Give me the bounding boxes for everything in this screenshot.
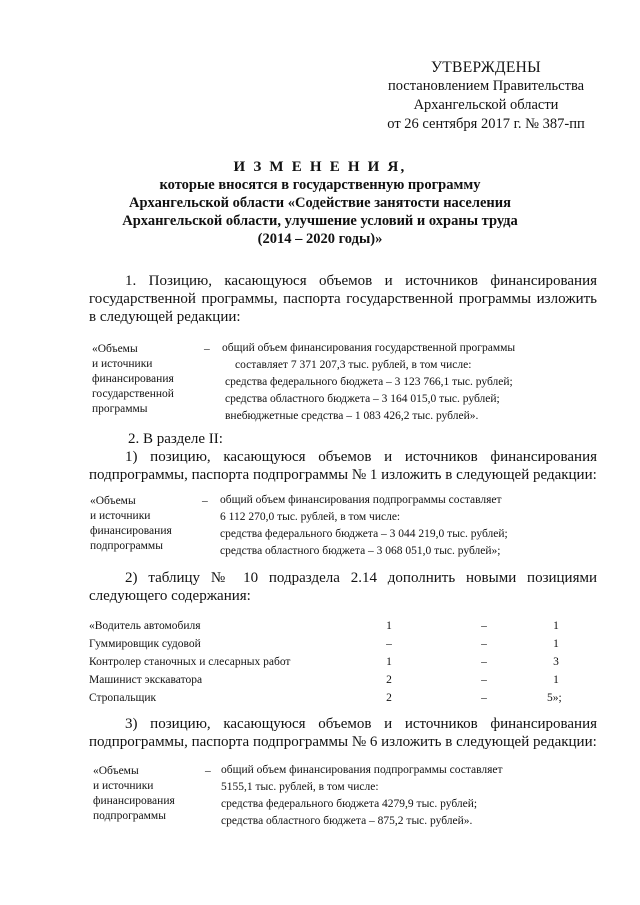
section-1-block-text <box>222 340 602 425</box>
approval-line-1: постановлением Правительства <box>387 78 585 94</box>
table-cell-name: Контролер станочных и слесарных работ <box>89 656 291 668</box>
label-line: «Объемы <box>92 343 138 355</box>
label-line: «Объемы <box>93 765 139 777</box>
block-line: средства областного бюджета – 875,2 тыс. рублей». <box>221 815 473 827</box>
table-cell: – <box>481 674 487 686</box>
table-cell: – <box>481 638 487 650</box>
section-1-text: 1. Позицию, касающуюся объемов и источников финансирования государственной программы, паспорта государственной программы изложить в следующей редакции: <box>89 273 597 325</box>
table-cell: 1 <box>386 620 392 632</box>
section-2-title: 2. В разделе II: <box>128 431 223 447</box>
table-cell: – <box>481 692 487 704</box>
label-line: государственной <box>92 388 174 400</box>
table-cell: 1 <box>553 638 559 650</box>
label-line: и источники <box>93 780 154 792</box>
table-cell: 1 <box>386 656 392 668</box>
table-cell: 3 <box>553 656 559 668</box>
table-cell-name: Машинист экскаватора <box>89 674 203 686</box>
block-line: составляет 7 371 207,3 тыс. рублей, в том числе: <box>235 359 472 371</box>
heading-line-3: Архангельской области, улучшение условий и охраны труда <box>122 213 518 229</box>
table-cell: 1 <box>553 620 559 632</box>
table-cell: 1 <box>553 674 559 686</box>
heading-line-1: которые вносятся в государственную программу <box>159 177 481 193</box>
table-row <box>89 638 599 654</box>
block-line: средства областного бюджета – 3 164 015,0 тыс. рублей; <box>225 393 500 405</box>
table-cell: – <box>481 620 487 632</box>
table-cell: 2 <box>386 674 392 686</box>
block-line: средства областного бюджета – 3 068 051,0 тыс. рублей»; <box>220 545 501 557</box>
block-line: общий объем финансирования подпрограммы составляет <box>221 764 503 776</box>
section-2-item-1: 1) позицию, касающуюся объемов и источников финансирования подпрограммы, паспорта подпрограммы № 1 изложить в следующей редакции: <box>89 449 597 483</box>
section-2-item-3: 3) позицию, касающуюся объемов и источников финансирования подпрограммы, паспорта подпрограммы № 6 изложить в следующей редакции: <box>89 716 597 750</box>
heading-line-4: (2014 – 2020 годы)» <box>257 231 383 247</box>
label-line: финансирования <box>90 525 172 537</box>
section-1-block-label <box>92 342 202 417</box>
approval-block <box>370 58 602 134</box>
section-2-block-3-dash: – <box>205 765 211 777</box>
section-2-block-3-text <box>221 762 601 830</box>
table-row <box>89 620 599 636</box>
block-line: 6 112 270,0 тыс. рублей, в том числе: <box>220 511 401 523</box>
document-heading <box>90 158 550 248</box>
block-line: общий объем финансирования государственной программы <box>222 342 516 354</box>
heading-line-2: Архангельской области «Содействие занятости населения <box>129 195 511 211</box>
label-line: финансирования <box>92 373 174 385</box>
table-row <box>89 692 599 708</box>
table-cell: 2 <box>386 692 392 704</box>
table-cell-name: Стропальщик <box>89 692 157 704</box>
table-cell-name: «Водитель автомобиля <box>89 620 201 632</box>
table-cell: 5»; <box>547 692 562 704</box>
section-2-block-1-text <box>220 492 600 560</box>
approval-line-3: от 26 сентября 2017 г. № 387-пп <box>387 116 585 132</box>
table-cell: – <box>481 656 487 668</box>
approval-line-2: Архангельской области <box>413 97 559 113</box>
section-2-block-1-dash: – <box>202 495 208 507</box>
block-line: 5155,1 тыс. рублей, в том числе: <box>221 781 379 793</box>
block-line: внебюджетные средства – 1 083 426,2 тыс. рублей». <box>225 410 479 422</box>
section-1-block-dash: – <box>204 343 210 355</box>
block-line: общий объем финансирования подпрограммы составляет <box>220 494 502 506</box>
block-line: средства федерального бюджета 4279,9 тыс. рублей; <box>221 798 478 810</box>
label-line: подпрограммы <box>93 810 166 822</box>
table-cell: – <box>386 638 392 650</box>
table-row <box>89 656 599 672</box>
block-line: средства федерального бюджета – 3 044 219,0 тыс. рублей; <box>220 528 508 540</box>
label-line: подпрограммы <box>90 540 163 552</box>
heading-title: И З М Е Н Е Н И Я, <box>233 159 407 175</box>
label-line: финансирования <box>93 795 175 807</box>
label-line: и источники <box>90 510 151 522</box>
block-line: средства федерального бюджета – 3 123 766,1 тыс. рублей; <box>225 376 513 388</box>
label-line: и источники <box>92 358 153 370</box>
section-2-block-1-label <box>90 494 200 554</box>
table-cell-name: Гуммировщик судовой <box>89 638 201 650</box>
label-line: «Объемы <box>90 495 136 507</box>
section-2-block-3-label <box>93 764 203 824</box>
label-line: программы <box>92 403 148 415</box>
approval-title: УТВЕРЖДЕНЫ <box>431 59 541 76</box>
section-2-item-2: 2) таблицу № 10 подраздела 2.14 дополнить новыми позициями следующего содержания: <box>89 570 597 604</box>
table-row <box>89 674 599 690</box>
